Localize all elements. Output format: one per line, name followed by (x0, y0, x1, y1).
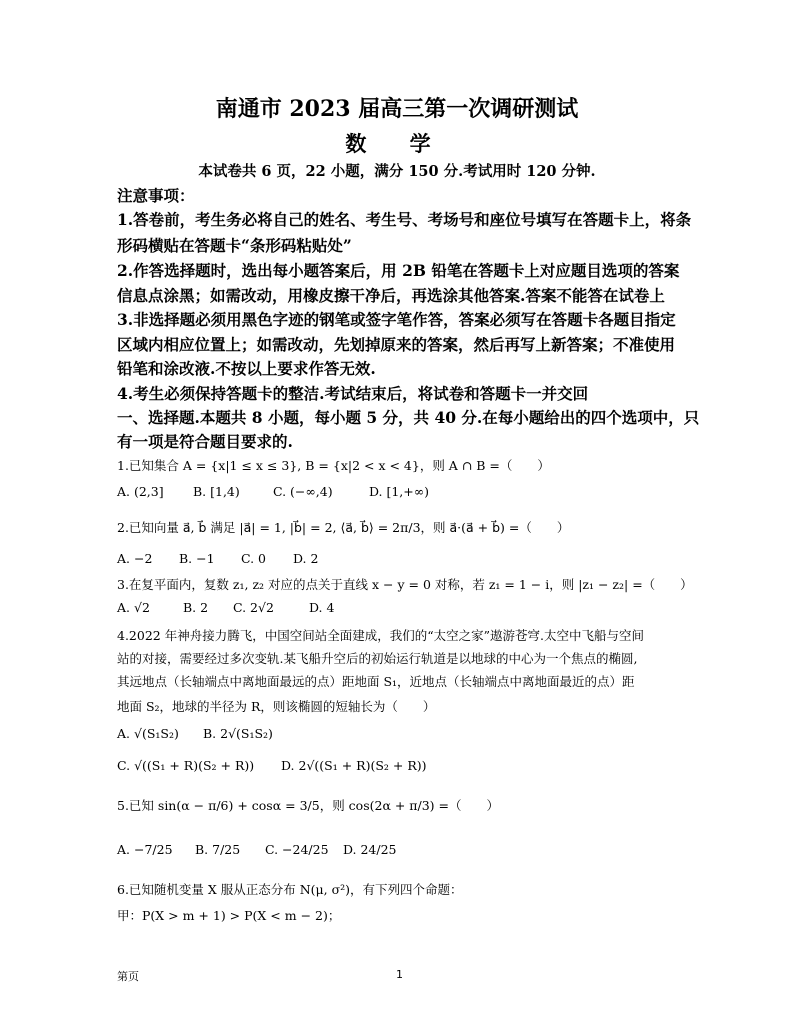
question-4-line: 4.2022 年神舟接力腾飞，中国空间站全面建成，我们的“太空之家”遨游苍穹.太空中飞船与空间 (117, 628, 644, 643)
note-line: 信息点涂黑；如需改动，用橡皮擦干净后，再选涂其他答案.答案不能答在试卷上 (117, 286, 665, 305)
option-c: C. (−∞,4) (272, 484, 333, 499)
question-3-stem: 3.在复平面内，复数 z₁, z₂ 对应的点关于直线 x − y = 0 对称，若 z₁ = 1 − i，则 |z₁ − z₂| =（ ） (117, 577, 693, 592)
exam-info: 本试卷共 6 页，22 小题，满分 150 分.考试用时 120 分钟. (198, 163, 596, 180)
question-1-options (117, 484, 429, 499)
option-c: C. 0 (240, 551, 266, 566)
question-2-options (117, 551, 318, 566)
question-5-options (117, 842, 397, 857)
question-2-stem: 2.已知向量 a⃗, b⃗ 满足 |a⃗| = 1, |b⃗| = 2, ⟨a⃗, b⃗⟩ = 2π/3，则 a⃗·(a⃗ + b⃗) =（ ） (117, 520, 570, 535)
subject-title: 数 学 (345, 131, 449, 156)
note-line: 区域内相应位置上；如需改动，先划掉原来的答案，然后再写上新答案；不准使用 (117, 335, 676, 354)
option-a: A. (2,3] (117, 484, 164, 499)
option-a: A. √(S₁S₂) (117, 726, 179, 741)
question-4-line: 站的对接，需要经过多次变轨.某飞船升空后的初始运行轨道是以地球的中心为一个焦点的椭圆, (117, 651, 638, 666)
option-d: D. 2 (292, 551, 319, 566)
option-b: B. 2√(S₁S₂) (202, 726, 273, 741)
option-c: C. √((S₁ + R)(S₂ + R)) (117, 758, 255, 773)
option-b: B. 7/25 (194, 842, 241, 857)
note-line: 铅笔和涂改液.不按以上要求作答无效. (117, 359, 376, 378)
option-d: D. 24/25 (342, 842, 397, 857)
option-d: D. 4 (308, 600, 335, 615)
question-3-options (117, 600, 334, 615)
exam-title: 南通市 2023 届高三第一次调研测试 (215, 96, 579, 122)
footer-page-label: 第页 (117, 970, 139, 983)
question-6-proposition-jia: 甲：P(X > m + 1) > P(X < m − 2)； (117, 908, 341, 923)
option-b: B. −1 (178, 551, 215, 566)
option-d: D. 2√((S₁ + R)(S₂ + R)) (280, 758, 427, 773)
note-line: 1.答卷前，考生务必将自己的姓名、考生号、考场号和座位号填写在答题卡上，将条 (117, 210, 692, 229)
note-line: 3.非选择题必须用黑色字迹的钢笔或签字笔作答，答案必须写在答题卡各题目指定 (117, 310, 676, 329)
section-heading-cont: 有一项是符合题目要求的. (117, 432, 293, 451)
page-number: 1 (396, 968, 403, 981)
question-1-stem: 1.已知集合 A = {x|1 ≤ x ≤ 3}, B = {x|2 < x < 4}，则 A ∩ B =（ ） (117, 458, 550, 473)
option-d: D. [1,+∞) (368, 484, 430, 499)
option-c: C. 2√2 (232, 600, 274, 615)
option-a: A. √2 (117, 600, 150, 615)
notes-heading: 注意事项： (117, 186, 195, 205)
question-4-line: 地面 S₂，地球的半径为 R，则该椭圆的短轴长为（ ） (117, 699, 436, 714)
question-4-line: 其远地点（长轴端点中离地面最远的点）距地面 S₁，近地点（长轴端点中离地面最近的点）距 (117, 674, 635, 689)
section-heading: 一、选择题.本题共 8 小题，每小题 5 分，共 40 分.在每小题给出的四个选项中，只 (117, 408, 700, 427)
option-a: A. −2 (117, 551, 153, 566)
option-b: B. 2 (182, 600, 209, 615)
question-5-stem: 5.已知 sin(α − π/6) + cosα = 3/5，则 cos(2α + π/3) =（ ） (117, 798, 500, 813)
option-c: C. −24/25 (264, 842, 329, 857)
note-line: 4.考生必须保持答题卡的整洁.考试结束后，将试卷和答题卡一并交回 (117, 384, 589, 403)
question-6-stem: 6.已知随机变量 X 服从正态分布 N(μ, σ²)，有下列四个命题： (117, 882, 463, 897)
option-a: A. −7/25 (117, 842, 173, 857)
question-4-options-row2 (117, 758, 427, 773)
note-line: 2.作答选择题时，选出每小题答案后，用 2B 铅笔在答题卡上对应题目选项的答案 (117, 261, 680, 280)
option-b: B. [1,4) (192, 484, 240, 499)
question-4-options-row1 (117, 726, 273, 741)
note-line: 形码横贴在答题卡“条形码粘贴处” (117, 236, 352, 255)
